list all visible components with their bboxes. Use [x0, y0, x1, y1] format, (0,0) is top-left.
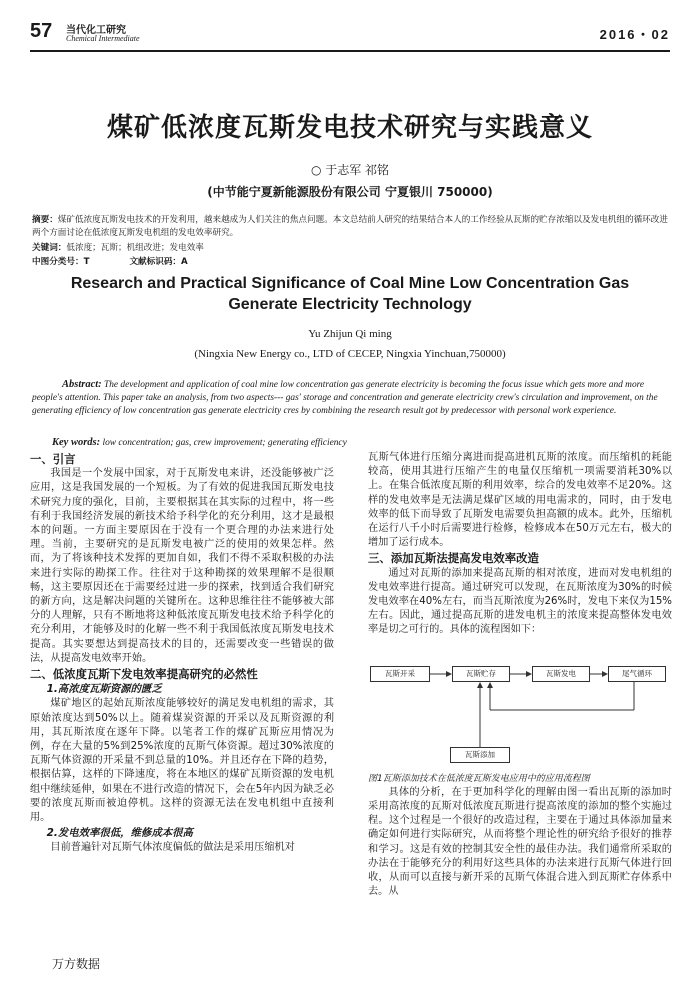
- paragraph: 目前普遍针对瓦斯气体浓度偏低的做法是采用压缩机对: [50, 842, 295, 854]
- flowchart-figure: [368, 648, 672, 766]
- keywords-cn-text: 低浓度；瓦斯；机组改进；发电效率: [66, 243, 204, 253]
- footer-watermark: 万方数据: [52, 957, 101, 971]
- paragraph: 瓦斯气体进行压缩分离进而提高进机瓦斯的浓度。而压缩机的耗能较高，使用其进行压缩产生的电量仅压缩机一项需要消耗30%以上。在集合低浓度瓦斯的利用效率，综合的发电效率不足20%。这样的发电效率是无法满足煤矿区域的用电需求的，同时，由于发电效率的低下而导致了瓦斯发电需要负担高额的成本。此外，压缩机在运行八千小时后需要进行检修，检修成本在50万元左右，极大的增加了运行成本。: [368, 452, 672, 549]
- flow-box-power: 瓦斯发电: [532, 666, 590, 682]
- paragraph: 我国是一个发展中国家，对于瓦斯发电来讲，还没能够被广泛应用，这是我国发展的一个短板。为了有效的促进我国瓦斯发电技术研究力度的强化，目前，主要根据其在其实际的过程中，将一些有利于我国经济发展的新技术给予科学化的充分利用，这才是最根本的问题。一方面主要原因在于没有一个更合理的办法来进行处理。当前，主要研究的是瓦斯发电被广泛的使用的效果怎样。然而，为了将该种技术发挥的更加自如，我们不得不采取积极的办法来进行实际的勘探工作。往往对于这种勘探的效果理解不是很顺畅，这主要原因还在于需要经过进一步的探索，找到适合我们研究的新方向，这是解决问题的关键所在。这种思维往往不能够被大部分的人理解，只有不断地将这种低浓度瓦斯发电技术给予科学化的充分利用，才能够及时的化解一些不利于我国低浓度瓦斯发电技术提高。其实要想达到提高技术的目的，还需要改变一些错误的做法，从提高发电效率开始。: [30, 468, 334, 664]
- section-2-heading: 二、低浓度瓦斯下发电效率提高研究的必然性: [30, 667, 258, 682]
- title-cn: 煤矿低浓度瓦斯发电技术研究与实践意义: [106, 113, 593, 143]
- journal-name-en: Chemical Intermediate: [66, 34, 140, 43]
- authors-en: Yu Zhijun Qi ming: [308, 328, 392, 340]
- abstract-cn-text: 煤矿低浓度瓦斯发电技术的开发利用，越来越成为人们关注的焦点问题。本文总结前人研究的结果结合本人的工作经验从瓦斯的贮存浓缩以及发电机组的循环改进两个方面讨论在低浓度瓦斯发电机组的发电效率研究。: [32, 215, 668, 238]
- header-rule: [30, 50, 670, 52]
- section-3-heading: 三、添加瓦斯法提高发电效率改造: [368, 551, 539, 566]
- keywords-en-label: Key words:: [52, 437, 101, 448]
- keywords-en: [52, 437, 668, 448]
- flow-box-addition: 瓦斯添加: [450, 747, 510, 763]
- page-number: 57: [30, 20, 53, 42]
- affiliation-cn: (中节能宁夏新能源股份有限公司 宁夏银川 750000): [207, 185, 493, 199]
- flow-box-extraction: 瓦斯开采: [370, 666, 430, 682]
- keywords-cn: [32, 242, 668, 254]
- subsection-2-2-heading: 2.发电效率很低，维修成本很高: [46, 827, 193, 840]
- body-column-left: [30, 451, 334, 856]
- paragraph: 具体的分析，在于更加科学化的理解由图一看出瓦斯的添加时采用高浓度的瓦斯对低浓度瓦斯进行提高浓度的添加的整个实施过程。这个过程是一个很好的改造过程，主要在于通过具体添加量来确定如何进行实际研究，从而将整个理论性的研究给予很好的推荐和学习。这是有效的控制其安全性的最佳办法。我们通常所采取的办法在于能够充分的利用好这些具体的办法来进行瓦斯气体进行回收，从而可以直接与新开采的瓦斯气体混合进入到瓦斯贮存体系中去。从: [368, 786, 672, 898]
- flow-box-storage: 瓦斯贮存: [452, 666, 510, 682]
- document-code: 文献标识码：A: [129, 257, 188, 267]
- affiliation-en: (Ningxia New Energy co., LTD of CECEP, Ningxia Yinchuan,750000): [194, 348, 506, 360]
- figure-caption: 图1瓦斯添加技术在低浓度瓦斯发电应用中的应用流程图: [368, 773, 590, 784]
- body-column-right: [368, 451, 672, 899]
- title-en: Research and Practical Significance of Coal Mine Low Concentration Gas Generate Electricity Technology: [70, 275, 630, 313]
- paragraph: 通过对瓦斯的添加来提高瓦斯的相对浓度，进而对发电机组的发电效率进行提高。通过研究可以发现，在瓦斯浓度为30%的时候发电效率在40%左右，而当瓦斯浓度为26%时，发电下来仅为15%左右。因此，通过提高瓦斯的进发电机主的浓度来提高整体发电效率是切之可行的。具体的流程图如下：: [368, 567, 672, 636]
- section-1-heading: 一、引言: [30, 452, 76, 466]
- journal-name-cn: 当代化工研究: [66, 25, 126, 36]
- abstract-cn-label: 摘要：: [32, 215, 58, 225]
- abstract-en-text: The development and application of coal mine low concentration gas generate electricity is becoming the focus issue which gets more and more people's attention. This paper take an analysis, from two aspects--- gas' storage and concentration and generate electricity crew's circulation and improvement, on the generating efficiency of low concentration gas generate electricity cres by combining the research result got by predecessor with personal work experience.: [32, 380, 658, 417]
- page-header: [30, 18, 670, 58]
- classification-cn: [32, 256, 668, 268]
- flow-box-exhaust: 尾气循环: [608, 666, 666, 682]
- subsection-2-1-heading: 1.高浓度瓦斯资源的匮乏: [46, 683, 162, 696]
- keywords-en-text: low concentration; gas, crew improvement; generating efficiency: [102, 438, 347, 448]
- abstract-en-label: Abstract:: [62, 379, 102, 390]
- clc-number: 中图分类号：T: [32, 257, 90, 267]
- abstract-en: [32, 378, 668, 419]
- abstract-cn: [32, 214, 668, 239]
- keywords-cn-label: 关键词：: [32, 243, 67, 253]
- authors-cn: ○ 于志军 祁铭: [310, 163, 390, 177]
- issue-label: 2016・02: [599, 27, 670, 42]
- paragraph: 煤矿地区的起始瓦斯浓度能够较好的满足发电机组的需求，其原始浓度达到50%以上。随着煤炭资源的开采以及瓦斯资源的利用，其瓦斯浓度在逐年下降。以笔者工作的煤矿瓦斯应用情况为例，存在大量的5%到25%浓度的瓦斯气体资源。超过30%浓度的瓦斯气体资源的开采量不到总量的10%。并且还存在下降的趋势，根据估算，这样的下降速度，将在本地区的煤矿瓦斯资源的发电机组中继续延伸，如果在不进行改造的情况下，会在5年内因为缺乏必要的浓度瓦斯而被迫停机。这样的资源无法在发电机组中直接利用。: [30, 698, 334, 824]
